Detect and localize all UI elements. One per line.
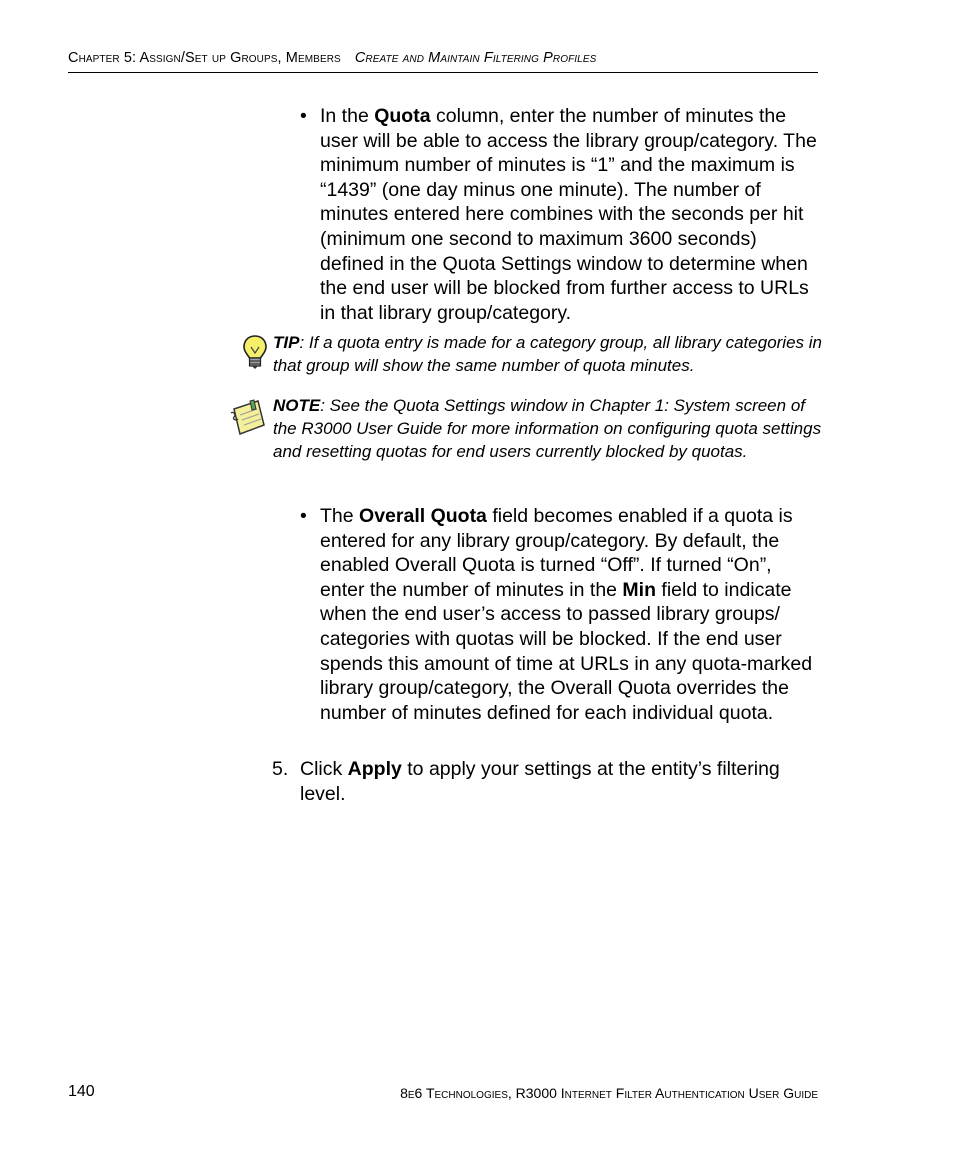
note-label: NOTE	[273, 396, 321, 415]
overall-quota-term: Overall Quota	[359, 505, 487, 527]
page-number: 140	[68, 1083, 95, 1100]
bullet-overall-quota	[300, 504, 820, 725]
tip-callout	[228, 332, 828, 378]
bullet-marker: •	[300, 105, 307, 127]
apply-term: Apply	[347, 758, 402, 780]
tip-text: TIP: If a quota entry is made for a category group, all library categories in that group will show the same number of quota minutes.	[273, 333, 822, 375]
lightbulb-icon	[242, 334, 268, 375]
note-text: NOTE: See the Quota Settings window in Chapter 1: System screen of the R3000 User Guide for more information on configuring quota settings and resetting quotas for end users currently blocked by quotas.	[273, 396, 822, 461]
bullet-text: The Overall Quota field becomes enabled if a quota is entered for any library group/category. By default, the enabled Overall Quota is turned “Off”. If turned “On”, enter the number of minutes in the Min field to indicate when the end user’s access to passed library groups/ categories with quotas will be blocked. If the end user spends this amount of time at URLs in any quota-marked library group/category, the Overall Quota overrides the number of minutes defined for each individual quota.	[320, 505, 813, 724]
min-term: Min	[622, 578, 656, 601]
note-callout	[228, 395, 828, 463]
step-number: 5.	[272, 758, 289, 780]
tip-label: TIP	[273, 333, 300, 352]
quota-term: Quota	[374, 105, 431, 127]
footer-title: 8e6 Technologies, R3000 Internet Filter Authentication User Guide	[400, 1085, 818, 1101]
header-rule	[68, 72, 818, 73]
bullet-quota-column	[300, 104, 820, 325]
step-5	[272, 757, 820, 806]
section-title: Create and Maintain Filtering Profiles	[354, 50, 597, 66]
step-text: Click Apply to apply your settings at the entity’s filtering level.	[300, 758, 780, 805]
running-header	[68, 50, 818, 66]
note-pad-icon	[228, 397, 266, 442]
chapter-title: Chapter 5: Assign/Set up Groups, Members	[68, 50, 341, 66]
bullet-text: In the Quota column, enter the number of minutes the user will be able to access the library group/category. The minimum number of minutes is “1” and the maximum is “1439” (one day minus one minute). The number of minutes entered here combines with the seconds per hit (minimum one second to maximum 3600 seconds) defined in the Quota Settings window to determine when the end user will be blocked from further access to URLs in that library group/category.	[320, 105, 817, 324]
bullet-marker: •	[300, 505, 307, 527]
